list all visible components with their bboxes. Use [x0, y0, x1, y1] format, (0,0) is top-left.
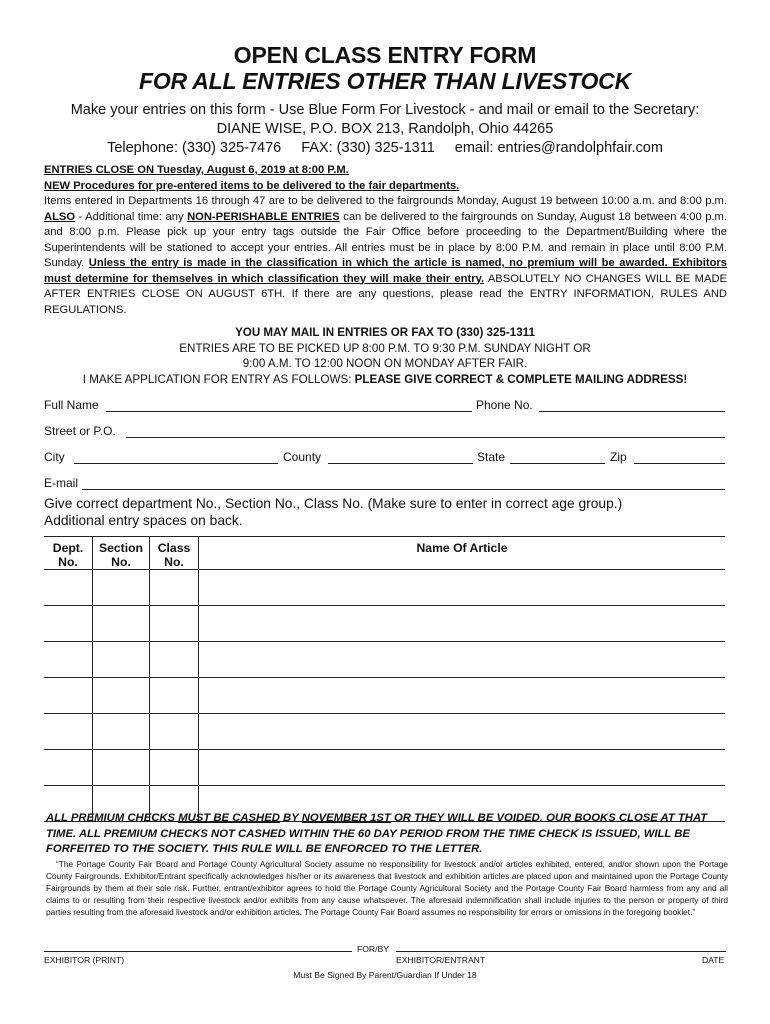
- city-field[interactable]: [74, 463, 278, 464]
- dept-no-cell[interactable]: [44, 642, 93, 678]
- full-name-field[interactable]: [106, 411, 472, 412]
- contact-line: [0, 140, 770, 156]
- table-row: [44, 642, 725, 678]
- email-row: [44, 476, 727, 494]
- application-text: I MAKE APPLICATION FOR ENTRY AS FOLLOWS:: [82, 373, 355, 386]
- class-no-cell[interactable]: [150, 570, 199, 606]
- entries-close-notice: ENTRIES CLOSE ON Tuesday, August 6, 2019 at 8:00 P.M.: [44, 164, 349, 176]
- pickup-line-1: ENTRIES ARE TO BE PICKED UP 8:00 P.M. TO 9:30 P.M. SUNDAY NIGHT OR: [179, 342, 591, 355]
- premium-text-3: OR THEY WILL BE VOIDED. OUR BOOKS CLOSE AT THAT TIME. ALL PREMIUM CHECKS NOT CASHED WITHIN THE 60 DAY PERIOD FROM THE TIME CHECK IS ISSUED, WILL BE FORFEITED TO THE SOCIETY. THIS RULE WILL BE ENFORCED TO THE LETTER.: [46, 812, 708, 855]
- header-line: Class: [157, 541, 191, 555]
- exhibitor-print-field[interactable]: [44, 951, 352, 952]
- additional-spaces-note: Additional entry spaces on back.: [44, 513, 243, 528]
- section-no-cell[interactable]: [93, 606, 150, 642]
- premium-text-1: ALL PREMIUM CHECKS: [46, 812, 179, 824]
- class-no-cell[interactable]: [150, 750, 199, 786]
- header-line: No.: [111, 555, 131, 569]
- email-field[interactable]: [82, 489, 725, 490]
- also-label: ALSO: [44, 210, 76, 223]
- notice-text-1: Items entered in Departments 16 through 47 are to be delivered to the fairgrounds Monday, August 19 between 10:00 a.m. and 8:00 p.m.: [44, 195, 727, 207]
- new-procedures-notice: NEW Procedures for pre-entered items to be delivered to the fair departments.: [44, 179, 460, 192]
- name-phone-row: [44, 398, 727, 416]
- article-name-cell[interactable]: [199, 678, 726, 714]
- dept-no-cell[interactable]: [44, 606, 93, 642]
- form-subtitle: FOR ALL ENTRIES OTHER THAN LIVESTOCK: [138, 68, 631, 94]
- class-no-cell[interactable]: [150, 714, 199, 750]
- fax: FAX: (330) 325-1311: [301, 140, 435, 156]
- article-name-cell[interactable]: [199, 606, 726, 642]
- pickup-line-2: 9:00 A.M. TO 12:00 NOON ON MONDAY AFTER FAIR.: [242, 357, 528, 370]
- city-row: [44, 450, 727, 468]
- must-be-cashed: MUST BE CASHED: [178, 812, 280, 824]
- state-label: State: [477, 450, 506, 464]
- premium-text-2: BY: [279, 812, 302, 824]
- article-name-cell[interactable]: [199, 714, 726, 750]
- mail-instructions: Make your entries on this form - Use Blue Form For Livestock - and mail or email to the Secretary:: [70, 102, 700, 118]
- dept-no-cell[interactable]: [44, 714, 93, 750]
- signature-field[interactable]: [396, 951, 726, 952]
- deadline-date: NOVEMBER 1ST: [301, 812, 391, 824]
- entry-rows: [44, 570, 725, 822]
- notice-text-2: - Additional time: any: [75, 210, 188, 223]
- phone-field[interactable]: [539, 411, 725, 412]
- notice-text-3: can be delivered to the fairgrounds on Sunday, August 18 between 4:00 p.m. and 8:00 p.m. Please pick up your entry tags outside the Fair Office before proceeding to the Department/Building where the Superintendents will be stationed to accept your entries. All entries must be in place by 8:00 P.M. and remain in place until 8:00 P.M. Sunday.: [44, 210, 727, 269]
- section-no-cell[interactable]: [93, 678, 150, 714]
- state-field[interactable]: [510, 463, 605, 464]
- phone-label: Phone No.: [476, 398, 533, 412]
- entry-notice: [44, 163, 727, 318]
- section-no-cell[interactable]: [93, 642, 150, 678]
- article-name-cell[interactable]: [199, 750, 726, 786]
- numbering-instructions: Give correct department No., Section No., Class No. (Make sure to enter in correct age group.): [44, 496, 623, 511]
- non-perishable-label: NON-PERISHABLE ENTRIES: [187, 210, 340, 223]
- classification-warning: Unless the entry is made in the classification in which the article is named, no premium will be awarded. Exhibitors must determine for themselves in which classification they will make their entry.: [44, 257, 728, 285]
- notice-text-4: ABSOLUTELY NO CHANGES WILL BE MADE AFTER ENTRIES CLOSE ON AUGUST 6TH. If there are any questions, please read the ENTRY INFORMATION, RULES AND REGULATIONS.: [44, 272, 728, 316]
- full-name-label: Full Name: [44, 398, 99, 412]
- table-row: [44, 678, 725, 714]
- email-contact: email: entries@randolphfair.com: [454, 140, 663, 156]
- table-row: [44, 570, 725, 606]
- mail-fax-line: YOU MAY MAIL IN ENTRIES OR FAX TO (330) 325-1311: [235, 326, 535, 339]
- county-label: County: [283, 450, 322, 464]
- header-line: Section: [98, 541, 144, 555]
- street-label: Street or P.O.: [44, 424, 116, 438]
- dept-no-header: [44, 537, 93, 570]
- section-no-header: [93, 537, 150, 570]
- street-field[interactable]: [126, 437, 725, 438]
- table-row: [44, 714, 725, 750]
- zip-field[interactable]: [634, 463, 725, 464]
- city-label: City: [44, 450, 65, 464]
- section-no-cell[interactable]: [93, 750, 150, 786]
- class-no-header: [150, 537, 199, 570]
- section-no-cell[interactable]: [93, 570, 150, 606]
- class-no-cell[interactable]: [150, 606, 199, 642]
- header-line: No.: [58, 555, 78, 569]
- notice-body: [44, 194, 727, 318]
- table-header-row: [44, 537, 725, 570]
- article-name-header: [199, 537, 726, 570]
- header-line: Name Of Article: [416, 541, 508, 555]
- exhibitor-entrant-label: EXHIBITOR/ENTRANT: [396, 955, 486, 965]
- table-row: [44, 750, 725, 786]
- liability-disclaimer: “The Portage County Fair Board and Portage County Agricultural Society assume no responsibility for livestock and/or articles exhibited, entered, and/or shown upon the Portage County Fairgrounds. Exhibitor/Entrant specifically acknowledges his/her or its awareness that livestock and exhibition articles are placed upon and maintained upon the Portage County Fairgrounds by them at their sole risk. Further, entrant/exhibitor agrees to hold the Portage County Agricultural Society and the Portage County Fair Board harmless from any and all claims to or resulting from their respective livestock and/or exhibits from any cause whatsoever. The aforesaid indemnification shall include injuries to the person or property of third parties resulting from the aforesaid livestock and/or exhibition articles. The Portage County Fair Board assumes no responsibility for errors or omissions in the foregoing booklet.”: [46, 859, 728, 918]
- zip-label: Zip: [610, 450, 627, 464]
- parent-signature-note: Must Be Signed By Parent/Guardian If Under 18: [293, 970, 477, 980]
- street-row: [44, 424, 727, 442]
- header-line: Dept.: [52, 541, 84, 555]
- class-no-cell[interactable]: [150, 678, 199, 714]
- entry-table: [44, 536, 725, 822]
- class-no-cell[interactable]: [150, 642, 199, 678]
- premium-checks-notice: [46, 811, 728, 858]
- date-label: DATE: [702, 955, 725, 965]
- application-line: [0, 372, 770, 387]
- county-field[interactable]: [328, 463, 473, 464]
- secretary-address: DIANE WISE, P.O. BOX 213, Randolph, Ohio 44265: [216, 121, 554, 137]
- for-by-label: FOR/BY: [357, 944, 389, 954]
- article-name-cell[interactable]: [199, 570, 726, 606]
- email-label: E-mail: [44, 476, 79, 490]
- address-warning: PLEASE GIVE CORRECT & COMPLETE MAILING ADDRESS!: [354, 373, 688, 386]
- form-title: OPEN CLASS ENTRY FORM: [233, 42, 537, 68]
- table-row: [44, 606, 725, 642]
- article-name-cell[interactable]: [199, 642, 726, 678]
- dept-no-cell[interactable]: [44, 678, 93, 714]
- dept-no-cell[interactable]: [44, 750, 93, 786]
- telephone: Telephone: (330) 325-7476: [107, 140, 282, 156]
- header-line: No.: [164, 555, 184, 569]
- dept-no-cell[interactable]: [44, 570, 93, 606]
- section-no-cell[interactable]: [93, 714, 150, 750]
- exhibitor-print-label: EXHIBITOR (PRINT): [44, 955, 125, 965]
